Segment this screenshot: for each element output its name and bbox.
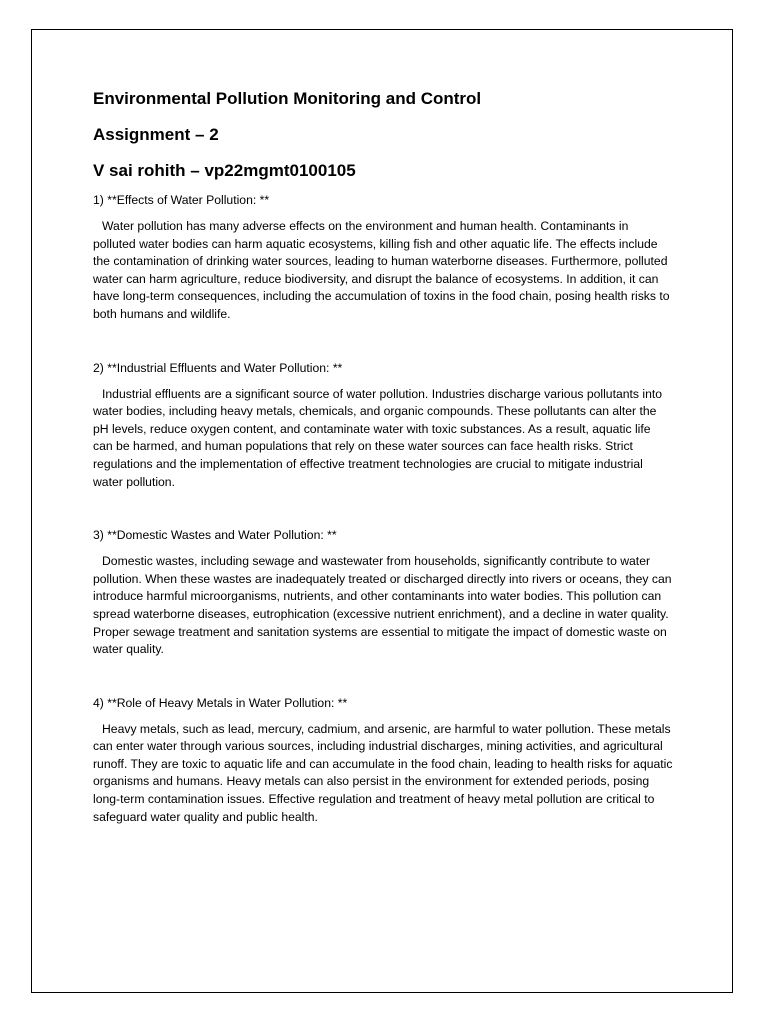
section-heading: 4) **Role of Heavy Metals in Water Pollution: **: [93, 695, 348, 710]
document-content: [93, 88, 673, 862]
section-paragraph: Domestic wastes, including sewage and wastewater from households, significantly contribute to water pollution. When these wastes are inadequately treated or discharged directly into rivers or oceans, they can introduce harmful microorganisms, nutrients, and other contaminants into water bodies. This pollution can spread waterborne diseases, eutrophication (excessive nutrient enrichment), and a decline in water quality. Proper sewage treatment and sanitation systems are essential to mitigate the impact of domestic waste on water quality.: [93, 554, 672, 657]
section-paragraph: Water pollution has many adverse effects on the environment and human health. Contaminants in polluted water bodies can harm aquatic ecosystems, killing fish and other aquatic life. The effects include the contamination of drinking water sources, leading to human waterborne diseases. Furthermore, polluted water can harm agriculture, reduce biodiversity, and disrupt the balance of ecosystems. In addition, it can have long-term consequences, including the accumulation of toxins in the food chain, posing health risks to both humans and wildlife.: [93, 219, 670, 321]
section-industrial-effluents: [93, 360, 673, 492]
section-water-pollution-effects: [93, 192, 673, 324]
assignment-heading: Assignment – 2: [93, 125, 219, 144]
document-title: Environmental Pollution Monitoring and Control: [93, 89, 482, 108]
author-heading: V sai rohith – vp22mgmt0100105: [93, 161, 356, 180]
section-heading: 1) **Effects of Water Pollution: **: [93, 193, 270, 207]
section-paragraph: Heavy metals, such as lead, mercury, cadmium, and arsenic, are harmful to water pollution. These metals can enter water through various sources, including industrial discharges, mining activities, and agricultural runoff. They are toxic to aquatic life and can accumulate in the food chain, leading to health risks for aquatic organisms and humans. Heavy metals can also persist in the environment for extended periods, posing long-term contamination issues. Effective regulation and treatment of heavy metal pollution are critical to safeguard water quality and public health.: [93, 721, 673, 824]
section-domestic-wastes: [93, 527, 673, 659]
section-heavy-metals: [93, 695, 673, 827]
section-heading: 2) **Industrial Effluents and Water Pollution: **: [93, 360, 343, 375]
section-heading: 3) **Domestic Wastes and Water Pollution: **: [93, 528, 337, 543]
section-paragraph: Industrial effluents are a significant source of water pollution. Industries discharge various pollutants into water bodies, including heavy metals, chemicals, and organic compounds. These pollutants can alter the pH levels, reduce oxygen content, and contaminate water with toxic substances. As a result, aquatic life can be harmed, and human populations that rely on these water sources can face health risks. Strict regulations and the implementation of effective treatment technologies are crucial to mitigate industrial water pollution.: [93, 386, 663, 489]
